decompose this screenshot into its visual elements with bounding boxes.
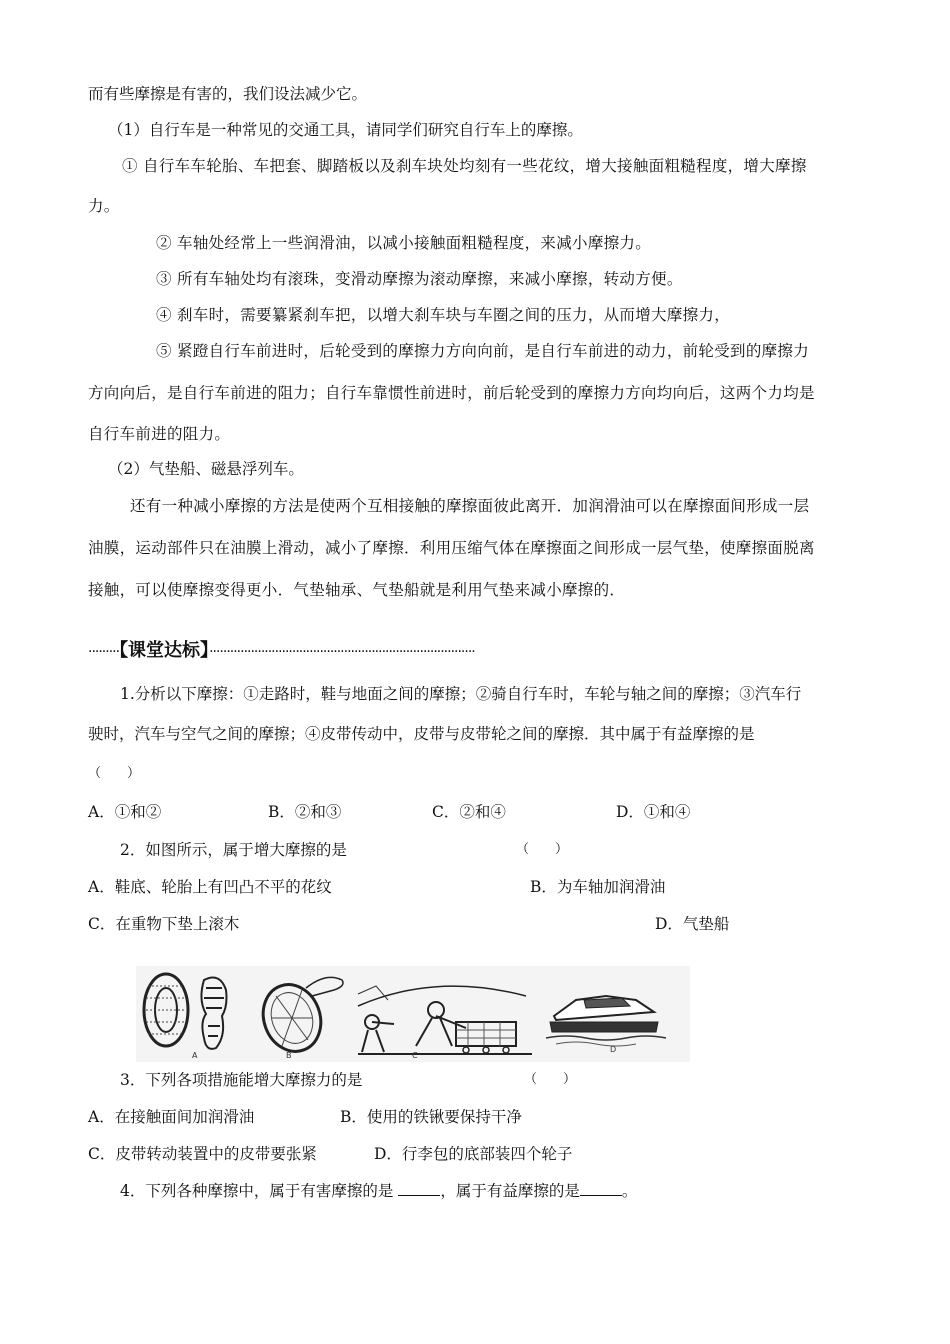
section-header: [88, 636, 475, 662]
p2-line-b: 油膜，运动部件只在油膜上滑动，减小了摩擦．利用压缩气体在摩擦面之间形成一层气垫，使摩擦面脱离: [88, 539, 815, 557]
p1-item-2: ② 车轴处经常上一些润滑油，以减小接触面粗糙程度，来减小摩擦力。: [156, 234, 652, 252]
p1-item-4: ④ 刹车时，需要纂紧刹车把，以增大刹车块与车圈之间的压力，从而增大摩擦力，: [156, 306, 731, 324]
q1-option-d[interactable]: D．①和④: [616, 803, 691, 821]
p1-item-5c: 自行车前进的阻力。: [88, 425, 231, 443]
q3-answer-paren: （ ）: [524, 1072, 577, 1087]
fig-label-c: C: [412, 1051, 418, 1060]
fig-label-a: A: [192, 1051, 198, 1060]
q2-option-a[interactable]: A．鞋底、轮胎上有凹凸不平的花纹: [88, 878, 332, 896]
fig-label-b: B: [286, 1051, 292, 1060]
q4-stem-c: 。: [621, 1182, 638, 1200]
q2-option-b[interactable]: B．为车轴加润滑油: [530, 878, 666, 896]
p2-line-c: 接触，可以使摩擦变得更小．气垫轴承、气垫船就是利用气垫来减小摩擦的．: [88, 581, 626, 599]
q4-stem-b: ，属于有益摩擦的是: [440, 1182, 580, 1200]
p2-title: （2）气垫船、磁悬浮列车。: [108, 460, 304, 478]
p1-item-5b: 方向向后，是自行车前进的阻力；自行车靠惯性前进时，前后轮受到的摩擦力方向均向后，这两个力均是: [88, 384, 815, 402]
q4-stem: [120, 1181, 637, 1201]
section-dots-left: ·········: [88, 644, 120, 660]
p1-item-5a: ⑤ 紧蹬自行车前进时，后轮受到的摩擦力方向向前，是自行车前进的动力，前轮受到的摩擦力: [156, 342, 810, 360]
q2-figure: [136, 966, 690, 1062]
p2-line-a: 还有一种减小摩擦的方法是使两个互相接触的摩擦面彼此离开．加润滑油可以在摩擦面间形成一层: [130, 497, 810, 515]
q3-option-b[interactable]: B．使用的铁锹要保持干净: [340, 1108, 522, 1126]
q1-option-a[interactable]: A．①和②: [88, 803, 162, 821]
q2-option-d[interactable]: D．气垫船: [655, 915, 730, 933]
q4-blank-useful[interactable]: [580, 1181, 622, 1196]
q1-stem-b: 驶时，汽车与空气之间的摩擦；④皮带传动中，皮带与皮带轮之间的摩擦．其中属于有益摩擦的是: [88, 725, 755, 743]
q1-option-b[interactable]: B．②和③: [268, 803, 342, 821]
q3-option-d[interactable]: D．行李包的底部装四个轮子: [374, 1145, 573, 1163]
q3-option-c[interactable]: C．皮带转动装置中的皮带要张紧: [88, 1145, 317, 1163]
q3-stem: 3．下列各项措施能增大摩擦力的是: [120, 1071, 363, 1089]
section-title: 【课堂达标】: [119, 640, 210, 661]
section-dots-right: ·············································································: [209, 644, 475, 660]
q1-answer-paren: （ ）: [88, 766, 141, 781]
q1-stem-a: 1.分析以下摩擦：①走路时，鞋与地面之间的摩擦；②骑自行车时，车轮与轴之间的摩擦；③汽车行: [120, 685, 802, 703]
q2-answer-paren: （ ）: [516, 842, 569, 857]
p1-title: （1）自行车是一种常见的交通工具，请同学们研究自行车上的摩擦。: [108, 121, 583, 139]
q4-stem-a: 4．下列各种摩擦中，属于有害摩擦的是: [120, 1182, 394, 1200]
q3-option-a[interactable]: A．在接触面间加润滑油: [88, 1108, 255, 1126]
q1-option-c[interactable]: C．②和④: [432, 803, 506, 821]
p1-item-1a: ① 自行车车轮胎、车把套、脚踏板以及刹车块处均刻有一些花纹，增大接触面粗糙程度，增大摩擦: [122, 157, 807, 175]
intro-line-0: 而有些摩擦是有害的，我们设法减少它。: [88, 85, 368, 103]
q4-blank-harmful[interactable]: [398, 1181, 440, 1196]
q2-stem: 2．如图所示，属于增大摩擦的是: [120, 841, 347, 859]
p1-item-3: ③ 所有车轴处均有滚珠，变滑动摩擦为滚动摩擦，来减小摩擦，转动方便。: [156, 270, 683, 288]
fig-label-d: D: [610, 1045, 617, 1054]
q2-option-c[interactable]: C．在重物下垫上滚木: [88, 915, 240, 933]
p1-item-1b: 力。: [88, 197, 120, 215]
